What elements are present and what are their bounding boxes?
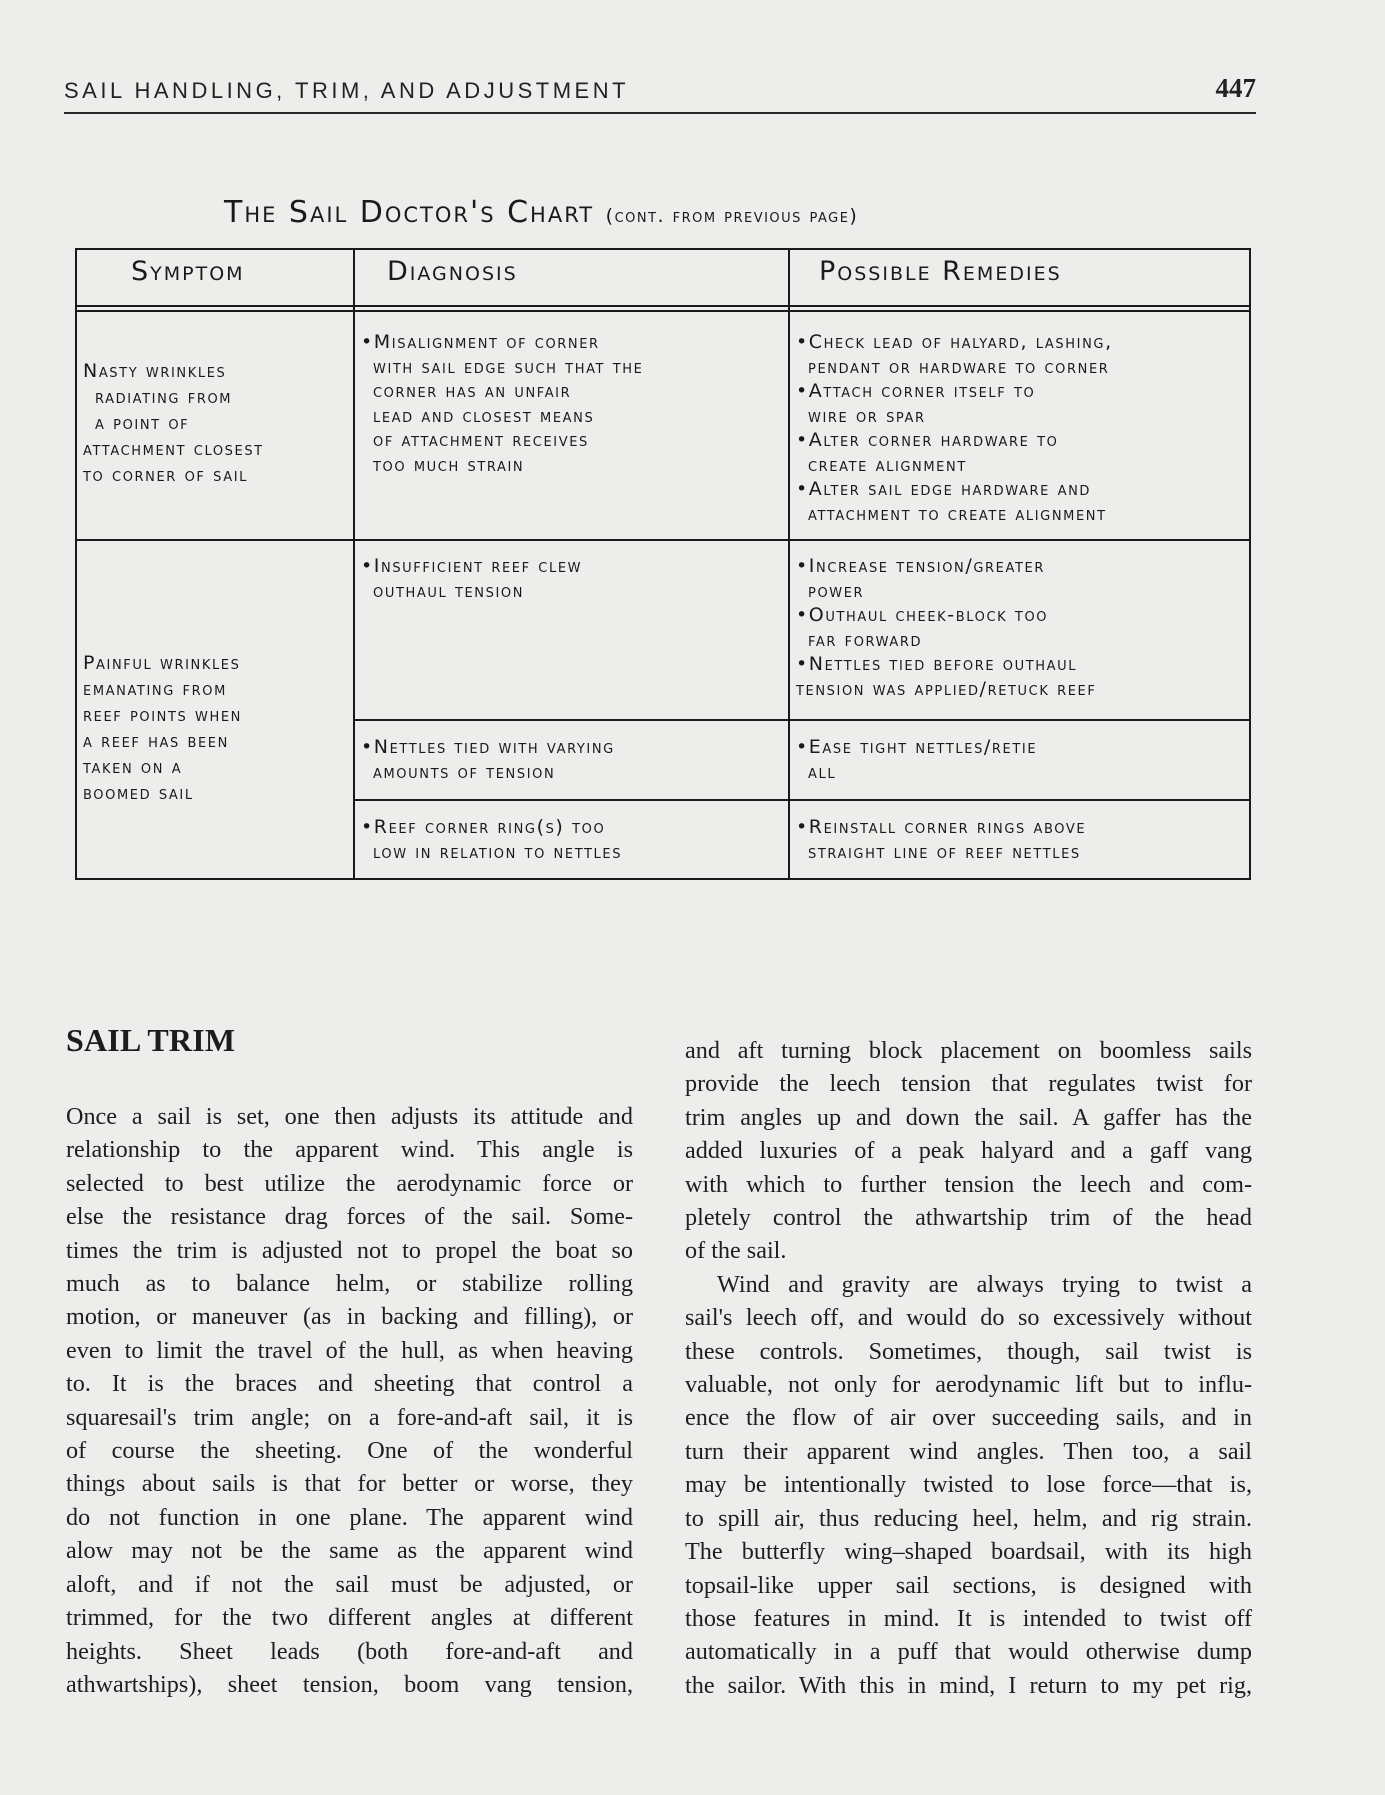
body-line: the sailor. With this in mind, I return to my pet rig, [685, 1671, 1252, 1699]
text-line: •Attach corner itself to [796, 380, 1036, 402]
body-line: of course the sheeting. One of the wonderful [66, 1437, 633, 1465]
chart-title [224, 195, 1184, 230]
row2-sub3-diagnosis [361, 815, 622, 864]
text-line: with sail edge such that the [373, 355, 644, 378]
body-line: Wind and gravity are always trying to twist a [717, 1270, 1252, 1298]
body-line: to spill air, thus reducing heel, helm, and rig strain. [685, 1504, 1252, 1532]
text-line: amounts of tension [373, 760, 556, 783]
text-line: to corner of sail [83, 464, 248, 486]
text-line: •Ease tight nettles/retie [796, 736, 1038, 758]
header-symptom: Symptom [131, 256, 245, 287]
subrow-divider [354, 719, 1249, 721]
sail-doctors-chart [75, 248, 1251, 880]
column-divider [788, 250, 790, 878]
body-line: times the trim is adjusted not to propel the boat so [66, 1236, 633, 1264]
text-line: •Reef corner ring(s) too [361, 816, 606, 838]
text-line: •Increase tension/greater [796, 555, 1045, 577]
text-line: •Insufficient reef clew [361, 555, 583, 577]
body-line: ence the flow of air over succeeding sails, and in [685, 1404, 1252, 1432]
text-line: create alignment [808, 453, 967, 476]
chart-continuation-note: (cont. from previous page) [605, 205, 859, 227]
row2-sub1-diagnosis [361, 554, 582, 603]
text-line: reef points when [83, 704, 243, 726]
text-line: a point of [95, 412, 190, 434]
body-line: The butterfly wing–shaped boardsail, with its high [685, 1538, 1252, 1566]
body-line: else the resistance drag forces of the sail. Some- [66, 1203, 633, 1231]
text-line: of attachment receives [373, 429, 589, 451]
text-line: boomed sail [83, 782, 194, 804]
text-line: too much strain [373, 453, 525, 476]
row1-diagnosis [361, 330, 643, 477]
paragraph [685, 1268, 1252, 1702]
text-line: a reef has been [83, 730, 229, 752]
text-line: •Alter corner hardware to [796, 429, 1059, 451]
body-line: valuable, not only for aerodynamic lift but to influ- [685, 1371, 1252, 1399]
body-line: these controls. Sometimes, though, sail twist is [685, 1337, 1252, 1365]
header-possible-remedies: Possible Remedies [819, 256, 1062, 287]
text-line: straight line of reef nettles [808, 840, 1081, 863]
text-line: tension was applied/retuck reef [796, 677, 1097, 700]
row2-sub2-diagnosis [361, 735, 615, 784]
body-line: and aft turning block placement on boomless sails [685, 1037, 1252, 1064]
header-rule [77, 310, 1249, 312]
body-line: those features in mind. It is intended to twist off [685, 1604, 1252, 1632]
header-diagnosis: Diagnosis [387, 256, 518, 287]
body-line: trimmed, for the two different angles at different [66, 1604, 633, 1632]
running-head-title: SAIL HANDLING, TRIM, AND ADJUSTMENT [64, 78, 630, 103]
row1-remedies [796, 330, 1113, 526]
row2-symptom [83, 650, 242, 806]
body-line: aloft, and if not the sail must be adjusted, or [66, 1570, 633, 1598]
text-line: •Alter sail edge hardware and [796, 478, 1091, 500]
body-line: do not function in one plane. The apparent wind [66, 1503, 633, 1531]
body-line: squaresail's trim angle; on a fore-and-aft sail, it is [66, 1403, 633, 1431]
body-line: athwartships), sheet tension, boom vang tension, [66, 1670, 633, 1698]
body-line: even to limit the travel of the hull, as when heaving [66, 1336, 633, 1364]
text-line: attachment closest [83, 438, 264, 460]
body-line: of the sail. [685, 1237, 787, 1265]
text-line: all [808, 760, 837, 783]
body-line: pletely control the athwartship trim of the head [685, 1204, 1252, 1232]
body-line: motion, or maneuver (as in backing and filling), or [66, 1303, 633, 1331]
body-line: provide the leech tension that regulates twist for [685, 1070, 1252, 1098]
body-column-left [66, 1100, 633, 1701]
text-line: •Reinstall corner rings above [796, 816, 1087, 838]
body-line: may be intentionally twisted to lose force—that is, [685, 1471, 1252, 1499]
chart-title-text: The Sail Doctor's Chart [224, 195, 595, 230]
text-line: •Nettles tied with varying [361, 736, 615, 758]
row1-symptom [83, 358, 264, 488]
text-line: •Outhaul cheek-block too [796, 604, 1049, 626]
body-line: trim angles up and down the sail. A gaffer has the [685, 1103, 1252, 1131]
body-line: automatically in a puff that would otherwise dump [685, 1638, 1252, 1666]
text-line: •Check lead of halyard, lashing, [796, 331, 1113, 353]
text-line: Nasty wrinkles [83, 360, 227, 382]
body-line: turn their apparent wind angles. Then too, a sail [685, 1437, 1252, 1465]
text-line: outhaul tension [373, 579, 525, 602]
body-line: relationship to the apparent wind. This angle is [66, 1136, 633, 1164]
body-line: Once a sail is set, one then adjusts its attitude and [66, 1103, 633, 1130]
text-line: low in relation to nettles [373, 840, 623, 863]
body-line: topsail-like upper sail sections, is designed with [685, 1571, 1252, 1599]
text-line: attachment to create alignment [808, 502, 1107, 525]
header-rule [77, 305, 1249, 307]
body-line: things about sails is that for better or worse, they [66, 1470, 633, 1498]
body-line: heights. Sheet leads (both fore-and-aft and [66, 1637, 633, 1665]
body-line: with which to further tension the leech and com- [685, 1170, 1252, 1198]
text-line: wire or spar [808, 404, 926, 427]
column-divider [353, 250, 355, 878]
row-divider [77, 539, 1249, 541]
section-heading: SAIL TRIM [66, 1022, 236, 1058]
text-line: lead and closest means [373, 404, 595, 427]
text-line: corner has an unfair [373, 380, 572, 402]
text-line: pendant or hardware to corner [808, 355, 1110, 378]
body-line: much as to balance helm, or stabilize rolling [66, 1270, 633, 1298]
row2-sub2-remedies [796, 735, 1037, 784]
body-line: added luxuries of a peak halyard and a gaff vang [685, 1137, 1252, 1165]
body-line: alow may not be the same as the apparent wind [66, 1537, 633, 1565]
page-number: 447 [1215, 73, 1256, 103]
body-line: sail's leech off, and would do so excessively without [685, 1304, 1252, 1332]
row2-sub1-remedies [796, 554, 1096, 701]
text-line: •Nettles tied before outhaul [796, 653, 1078, 675]
text-line: •Misalignment of corner [361, 331, 600, 353]
text-line: Painful wrinkles [83, 652, 241, 674]
body-line: selected to best utilize the aerodynamic force or [66, 1169, 633, 1197]
text-line: emanating from [83, 678, 227, 700]
running-head [64, 72, 1256, 114]
text-line: power [808, 579, 865, 602]
text-line: far forward [808, 628, 923, 651]
body-column-right [685, 1034, 1252, 1702]
row2-sub3-remedies [796, 815, 1086, 864]
subrow-divider [354, 799, 1249, 801]
paragraph [685, 1034, 1252, 1268]
text-line: taken on a [83, 756, 183, 778]
text-line: radiating from [95, 386, 233, 408]
body-line: to. It is the braces and sheeting that control a [66, 1370, 633, 1398]
